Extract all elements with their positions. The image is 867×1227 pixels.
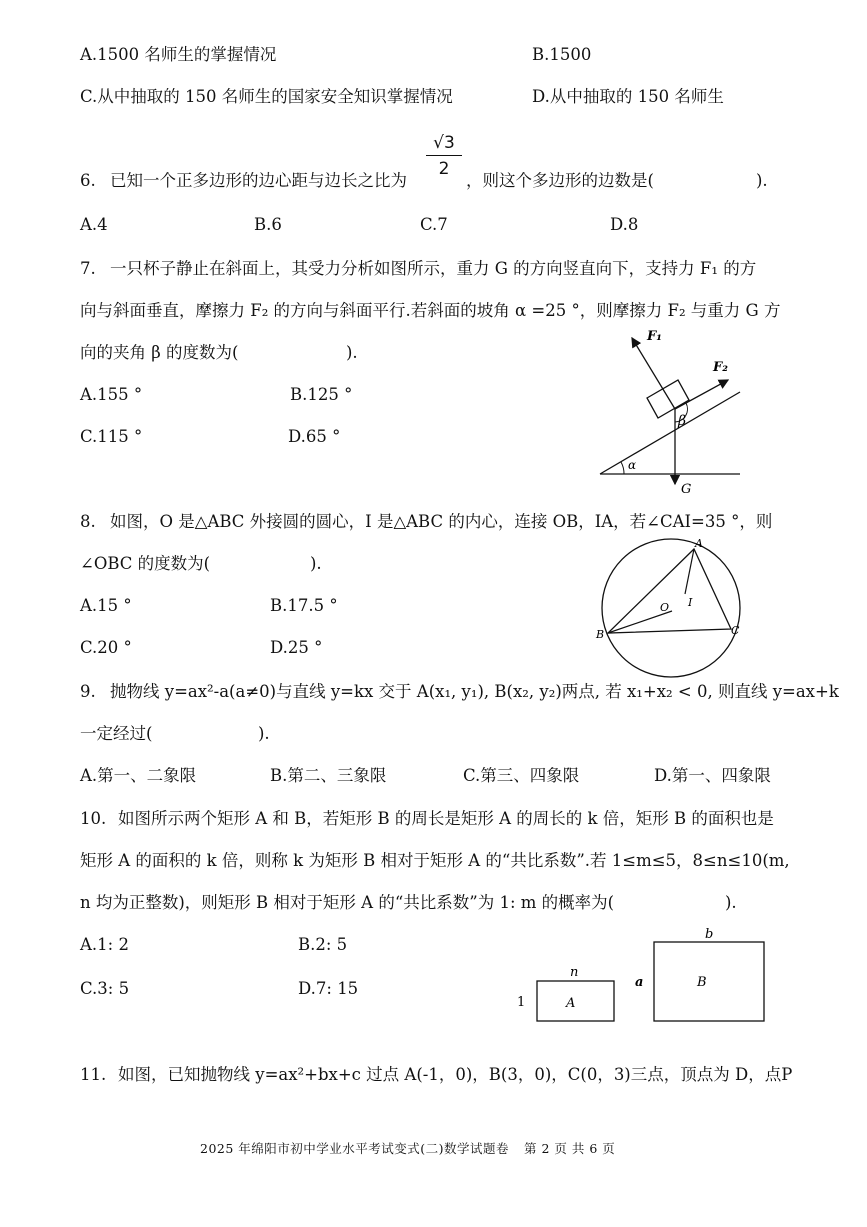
q6-number: 6.: [80, 171, 96, 190]
q5-option-d: D.从中抽取的 150 名师生: [532, 87, 724, 106]
q7-option-c: C.115 °: [80, 427, 143, 446]
q10-option-c: C.3: 5: [80, 979, 130, 998]
q6-option-d: D.8: [610, 215, 639, 234]
q7-label-f1: F₁: [647, 329, 662, 344]
q9-option-c: C.第三、四象限: [463, 766, 580, 785]
q7-label-g: G: [681, 482, 692, 497]
q10-line2: 矩形 A 的面积的 k 倍，则称 k 为矩形 B 相对于矩形 A 的“共比系数”.若 1≤m≤5，8≤n≤10(m,: [80, 851, 790, 870]
q9-line1: 抛物线 y=ax²-a(a≠0)与直线 y=kx 交于 A(x₁, y₁), B(x₂, y₂)两点, 若 x₁+x₂ < 0, 则直线 y=ax+k: [110, 682, 839, 701]
q7-line3: 向的夹角 β 的度数为(: [80, 343, 239, 362]
q6-fraction-denominator: 2: [438, 159, 450, 179]
q10-line3-close: ).: [725, 893, 737, 912]
q10-number: 10.: [80, 809, 107, 828]
q6-fraction: [426, 133, 462, 179]
q7-option-a: A.155 °: [80, 385, 143, 404]
q6-text-close: ).: [756, 171, 768, 190]
q10-line3: n 均为正整数)，则矩形 B 相对于矩形 A 的“共比系数”为 1: m 的概率为(: [80, 893, 615, 912]
q10-label-one: 1: [517, 995, 526, 1010]
q11-number: 11.: [80, 1065, 107, 1084]
q8-label-c: C: [731, 624, 740, 637]
q10-option-d: D.7: 15: [298, 979, 359, 998]
q7-alpha-arc: [621, 462, 624, 474]
q7-line3-close: ).: [346, 343, 358, 362]
q7-label-alpha: α: [628, 458, 637, 472]
q10-label-rect-b: B: [697, 975, 707, 990]
q6-option-a: A.4: [80, 215, 108, 234]
q8-option-a: A.15 °: [80, 596, 132, 615]
q8-line1: 如图，O 是△ABC 外接圆的圆心，I 是△ABC 的内心，连接 OB，IA，若∠CAI=35 °，则: [110, 512, 773, 531]
q8-triangle-abc: [608, 549, 731, 633]
q7-line2: 向与斜面垂直，摩擦力 F₂ 的方向与斜面平行.若斜面的坡角 α =25 °，则摩擦力 F₂ 与重力 G 方: [80, 301, 781, 320]
q10-rectangle-a: [537, 981, 614, 1021]
q5-option-b: B.1500: [532, 45, 592, 64]
q6-text: 已知一个正多边形的边心距与边长之比为: [110, 171, 407, 190]
footer-page-number: 第 2 页 共 6 页: [524, 1141, 616, 1156]
q8-option-b: B.17.5 °: [270, 596, 338, 615]
q8-number: 8.: [80, 512, 96, 531]
q5-option-a: A.1500 名师生的掌握情况: [80, 45, 277, 64]
footer-title: 2025 年绵阳市初中学业水平考试变式(二)数学试题卷: [200, 1141, 510, 1156]
q10-line1: 如图所示两个矩形 A 和 B，若矩形 B 的周长是矩形 A 的周长的 k 倍，矩形 B 的面积也是: [118, 809, 774, 828]
q11-line1: 如图，已知抛物线 y=ax²+bx+c 过点 A(-1，0)，B(3，0)，C(0，3)三点，顶点为 D，点P: [118, 1065, 793, 1084]
q8-circle-diagram: [592, 538, 752, 678]
q9-line2: 一定经过(: [80, 724, 153, 743]
q10-option-b: B.2: 5: [298, 935, 348, 954]
q9-option-a: A.第一、二象限: [80, 766, 197, 785]
q7-option-b: B.125 °: [290, 385, 353, 404]
q6-text-after: ，则这个多边形的边数是(: [466, 171, 654, 190]
q9-option-b: B.第二、三象限: [270, 766, 387, 785]
q6-option-b: B.6: [254, 215, 282, 234]
q7-option-d: D.65 °: [288, 427, 341, 446]
q5-option-c: C.从中抽取的 150 名师生的国家安全知识掌握情况: [80, 87, 453, 106]
q6-fraction-numerator: √3: [426, 133, 462, 156]
q8-option-d: D.25 °: [270, 638, 323, 657]
q8-label-a: A: [695, 538, 703, 550]
q7-force-diagram: [590, 322, 760, 500]
q8-circumcircle: [602, 539, 740, 677]
q8-option-c: C.20 °: [80, 638, 132, 657]
q8-segment-ob: [608, 611, 672, 633]
q10-rectangles-diagram: [508, 926, 770, 1026]
q8-label-o: O: [660, 601, 670, 614]
q9-number: 9.: [80, 682, 96, 701]
q10-option-a: A.1: 2: [80, 935, 129, 954]
q8-line2: ∠OBC 的度数为(: [80, 554, 211, 573]
q10-label-a: a: [635, 975, 644, 990]
q6-option-c: C.7: [420, 215, 448, 234]
q8-line2-close: ).: [310, 554, 322, 573]
q7-label-beta: β: [678, 413, 687, 429]
q8-label-i: I: [688, 596, 693, 609]
q9-line2-close: ).: [258, 724, 270, 743]
q10-label-rect-a: A: [566, 996, 576, 1011]
q10-rectangle-b: [654, 942, 764, 1021]
q10-label-n: n: [570, 965, 579, 980]
q10-label-b-side: b: [705, 927, 714, 942]
q8-label-b: B: [596, 628, 605, 641]
q7-number: 7.: [80, 259, 96, 278]
q9-option-d: D.第一、四象限: [654, 766, 771, 785]
q7-line1: 一只杯子静止在斜面上，其受力分析如图所示，重力 G 的方向竖直向下，支持力 F₁ 的方: [110, 259, 757, 278]
q7-label-f2: F₂: [713, 360, 728, 375]
